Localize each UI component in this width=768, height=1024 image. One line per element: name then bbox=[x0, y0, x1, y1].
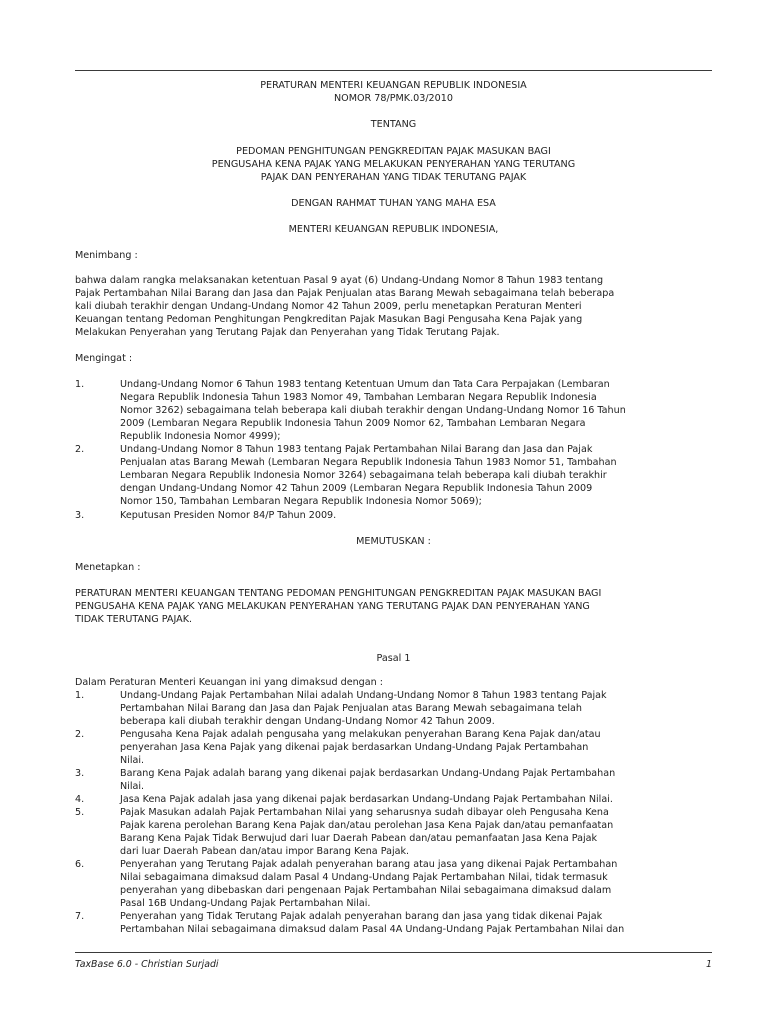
subject-line-2: PENGUSAHA KENA PAJAK YANG MELAKUKAN PENYERAHAN YANG TERUTANG bbox=[211, 159, 576, 170]
item-line: Nomor 150, Tambahan Lembaran Negara Republik Indonesia Nomor 5069); bbox=[120, 496, 482, 508]
item-line: dengan Undang-Undang Nomor 42 Tahun 2009 (Lembaran Negara Republik Indonesia Tahun 2009 bbox=[120, 483, 593, 495]
tentang-heading: TENTANG bbox=[370, 119, 417, 130]
menimbang-line: kali diubah terakhir dengan Undang-Undang Nomor 42 Tahun 2009, perlu menetapkan Peraturan Menteri bbox=[75, 301, 582, 313]
item-line: Undang-Undang Nomor 6 Tahun 1983 tentang Ketentuan Umum dan Tata Cara Perpajakan (Lembaran bbox=[120, 379, 610, 390]
top-rule bbox=[75, 70, 712, 71]
menimbang-text bbox=[75, 274, 710, 339]
menetapkan-line: PENGUSAHA KENA PAJAK YANG MELAKUKAN PENYERAHAN YANG TERUTANG PAJAK DAN PENYERAHAN YANG bbox=[75, 601, 590, 613]
footer-source: TaxBase 6.0 - Christian Surjadi bbox=[75, 959, 219, 970]
item-line: Penyerahan yang Terutang Pajak adalah penyerahan barang atau jasa yang dikenai Pajak Pertambahan bbox=[120, 859, 618, 870]
mengingat-item bbox=[120, 509, 710, 522]
pasal-item bbox=[120, 858, 710, 910]
pasal-item bbox=[120, 806, 710, 858]
mengingat-number: 2. bbox=[75, 444, 85, 455]
pasal-item bbox=[120, 689, 710, 728]
menimbang-line: Melakukan Penyerahan yang Terutang Pajak dan Penyerahan yang Tidak Terutang Pajak. bbox=[75, 327, 500, 339]
menetapkan-text bbox=[75, 587, 710, 626]
item-line: beberapa kali diubah terakhir dengan Undang-Undang Nomor 42 Tahun 2009. bbox=[120, 716, 495, 728]
mengingat-number: 3. bbox=[75, 510, 85, 521]
pasal-intro: Dalam Peraturan Menteri Keuangan ini yang dimaksud dengan : bbox=[75, 677, 384, 688]
item-line: dari luar Daerah Pabean dan/atau impor Barang Kena Pajak. bbox=[120, 846, 410, 858]
subject-line-1: PEDOMAN PENGHITUNGAN PENGKREDITAN PAJAK MASUKAN BAGI bbox=[236, 146, 551, 157]
pasal-item bbox=[120, 767, 710, 793]
pasal-number: 5. bbox=[75, 807, 85, 818]
menimbang-label: Menimbang : bbox=[75, 250, 138, 261]
pasal-item bbox=[120, 910, 710, 936]
pasal-number: 1. bbox=[75, 690, 85, 701]
pasal-item bbox=[120, 728, 710, 767]
item-line: Pajak karena perolehan Barang Kena Pajak dan/atau perolehan Jasa Kena Pajak dan/atau pemanfaatan bbox=[120, 820, 614, 832]
item-line: Jasa Kena Pajak adalah jasa yang dikenai pajak berdasarkan Undang-Undang Pajak Pertambahan Nilai. bbox=[120, 794, 613, 805]
menimbang-line: Pajak Pertambahan Nilai Barang dan Jasa dan Pajak Penjualan atas Barang Mewah sebagaimana telah beberapa bbox=[75, 288, 615, 300]
item-line: Barang Kena Pajak Tidak Berwujud dari luar Daerah Pabean dan/atau pemanfaatan Jasa Kena Pajak bbox=[120, 833, 598, 845]
mengingat-label: Mengingat : bbox=[75, 353, 133, 364]
item-line: penyerahan yang dibebaskan dari pengenaan Pajak Pertambahan Nilai sebagaimana dimaksud dalam bbox=[120, 885, 612, 897]
pasal-number: 4. bbox=[75, 794, 85, 805]
mengingat-item bbox=[120, 443, 710, 508]
item-line: Nilai. bbox=[120, 755, 145, 767]
menimbang-line: Keuangan tentang Pedoman Penghitungan Pengkreditan Pajak Masukan Bagi Pengusaha Kena Pajak yang bbox=[75, 314, 583, 326]
item-line: Undang-Undang Pajak Pertambahan Nilai adalah Undang-Undang Nomor 8 Tahun 1983 tentang Pajak bbox=[120, 690, 607, 701]
item-line: Nomor 3262) sebagaimana telah beberapa kali diubah terakhir dengan Undang-Undang Nomor 16 Tahun bbox=[120, 405, 626, 417]
subject-line-3: PAJAK DAN PENYERAHAN YANG TIDAK TERUTANG PAJAK bbox=[260, 172, 527, 183]
memutuskan-heading: MEMUTUSKAN : bbox=[356, 536, 431, 547]
item-line: penyerahan Jasa Kena Pajak yang dikenai pajak berdasarkan Undang-Undang Pajak Pertambahan bbox=[120, 742, 589, 754]
item-line: Lembaran Negara Republik Indonesia Nomor 3264) sebagaimana telah beberapa kali diubah terakhir bbox=[120, 470, 607, 482]
item-line: Pasal 16B Undang-Undang Pajak Pertambahan Nilai. bbox=[120, 898, 371, 910]
pasal-item bbox=[120, 793, 710, 806]
item-line: 2009 (Lembaran Negara Republik Indonesia Tahun 2009 Nomor 62, Tambahan Lembaran Negara bbox=[120, 418, 586, 430]
menetapkan-line: PERATURAN MENTERI KEUANGAN TENTANG PEDOMAN PENGHITUNGAN PENGKREDITAN PAJAK MASUKAN BAGI bbox=[75, 588, 602, 599]
item-line: Republik Indonesia Nomor 4999); bbox=[120, 431, 281, 443]
pasal-number: 6. bbox=[75, 859, 85, 870]
item-line: Pertambahan Nilai Barang dan Jasa dan Pajak Penjualan atas Barang Mewah sebagaimana telah bbox=[120, 703, 583, 715]
pasal-number: 7. bbox=[75, 911, 85, 922]
regulation-number: NOMOR 78/PMK.03/2010 bbox=[334, 93, 453, 104]
item-line: Penyerahan yang Tidak Terutang Pajak adalah penyerahan barang dan jasa yang tidak dikenai Pajak bbox=[120, 911, 603, 922]
pasal-number: 3. bbox=[75, 768, 85, 779]
pasal-number: 2. bbox=[75, 729, 85, 740]
item-line: Pengusaha Kena Pajak adalah pengusaha yang melakukan penyerahan Barang Kena Pajak dan/atau bbox=[120, 729, 601, 740]
menteri-line: MENTERI KEUANGAN REPUBLIK INDONESIA, bbox=[288, 224, 499, 235]
item-line: Penjualan atas Barang Mewah (Lembaran Negara Republik Indonesia Tahun 1983 Nomor 51, Tambahan bbox=[120, 457, 617, 469]
pasal-heading: Pasal 1 bbox=[376, 653, 411, 664]
item-line: Negara Republik Indonesia Tahun 1983 Nomor 49, Tambahan Lembaran Negara Republik Indonesia bbox=[120, 392, 597, 404]
menimbang-line: bahwa dalam rangka melaksanakan ketentuan Pasal 9 ayat (6) Undang-Undang Nomor 8 Tahun 1983 tentang bbox=[75, 275, 604, 286]
menetapkan-label: Menetapkan : bbox=[75, 562, 141, 573]
page-number: 1 bbox=[706, 959, 712, 970]
mengingat-item bbox=[120, 378, 710, 443]
item-line: Pajak Masukan adalah Pajak Pertambahan Nilai yang seharusnya sudah dibayar oleh Pengusaha Kena bbox=[120, 807, 609, 818]
rahmat-line: DENGAN RAHMAT TUHAN YANG MAHA ESA bbox=[291, 198, 496, 209]
menetapkan-line: TIDAK TERUTANG PAJAK. bbox=[75, 614, 193, 626]
item-line: Pertambahan Nilai sebagaimana dimaksud dalam Pasal 4A Undang-Undang Pajak Pertambahan Nilai dan bbox=[120, 924, 625, 936]
item-line: Nilai. bbox=[120, 781, 145, 793]
footer-rule bbox=[75, 952, 712, 953]
item-line: Nilai sebagaimana dimaksud dalam Pasal 4 Undang-Undang Pajak Pertambahan Nilai, tidak termasuk bbox=[120, 872, 608, 884]
item-line: Undang-Undang Nomor 8 Tahun 1983 tentang Pajak Pertambahan Nilai Barang dan Jasa dan Pajak bbox=[120, 444, 593, 455]
item-line: Keputusan Presiden Nomor 84/P Tahun 2009. bbox=[120, 510, 337, 521]
regulation-title: PERATURAN MENTERI KEUANGAN REPUBLIK INDONESIA bbox=[260, 80, 527, 91]
mengingat-number: 1. bbox=[75, 379, 85, 390]
item-line: Barang Kena Pajak adalah barang yang dikenai pajak berdasarkan Undang-Undang Pajak Pertambahan bbox=[120, 768, 616, 779]
